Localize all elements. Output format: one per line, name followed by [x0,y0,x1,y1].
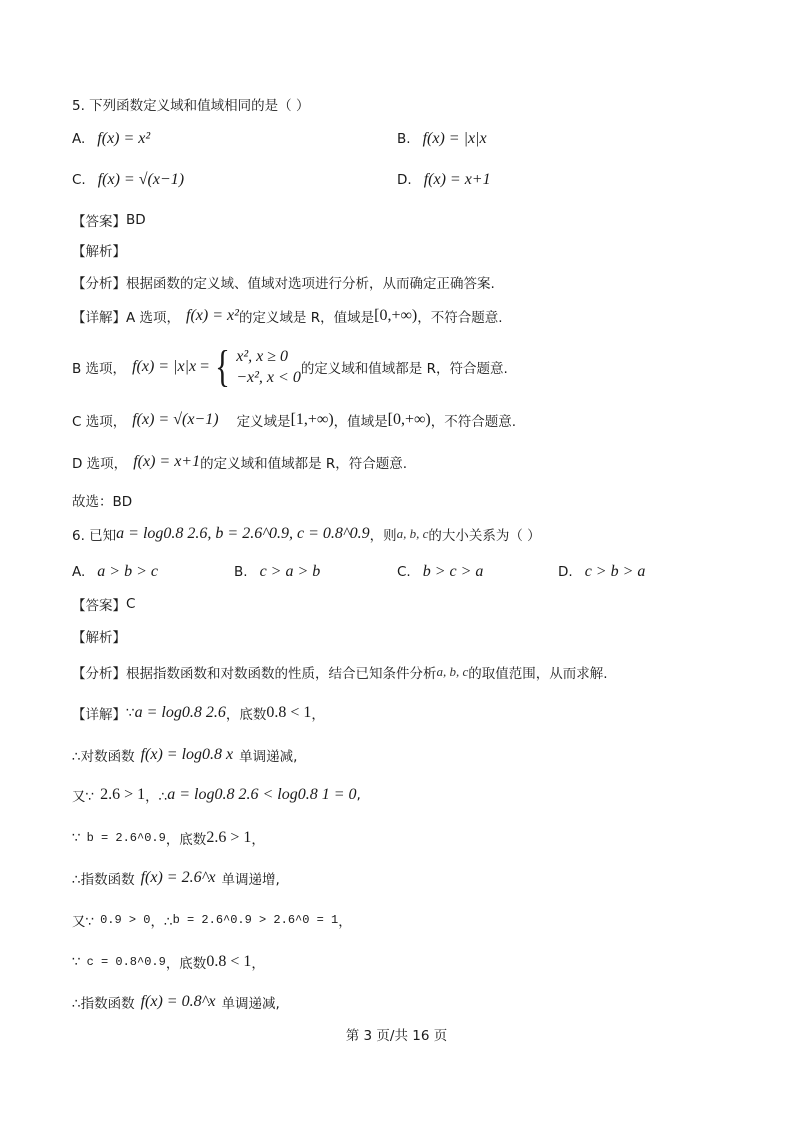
q6-option-a: A. a > b > c [72,563,158,580]
q6-step-2: ∴对数函数 f(x) = log0.8 x 单调递减, [72,746,298,765]
q5-option-a: A. f(x) = x² [72,130,151,147]
q6-answer: 【答案】 C [72,596,136,614]
page-footer: 第 3 页/共 16 页 [345,1028,448,1044]
q6-option-d: D. c > b > a [558,563,646,580]
q6-stem-formula: a = log0.8 2.6, b = 2.6^0.9, c = 0.8^0.9 [116,525,370,542]
q5-option-b-formula: f(x) = |x|x [422,130,487,147]
q5-option-a-formula: f(x) = x² [97,130,151,147]
q5-option-d: D. f(x) = x+1 [397,171,491,188]
q5-option-c-formula: f(x) = √(x−1) [97,171,185,188]
case-2: −x², x < 0 [236,369,301,386]
q6-stem: 6. 已知 a = log0.8 2.6, b = 2.6^0.9, c = 0.8^0.9 ，则 a, b, c 的大小关系为（ ） [72,525,541,544]
q5-detail-b: B 选项， f(x) = |x|x = { x², x ≥ 0 −x², x < 0 的定义域和值域都是 R，符合题意. [72,342,508,391]
q5-detail-c: C 选项， f(x) = √(x−1) 定义域是 [1,+∞) ，值域是 [0,+∞) ，不符合题意. [72,411,517,430]
q6-option-c: C. b > c > a [397,563,484,580]
q6-fenxi: 【分析】 根据指数函数和对数函数的性质，结合已知条件分析 a, b, c 的取值范围，从而求解. [72,664,608,682]
q5-detail-a: 【详解】 A 选项， f(x) = x² 的定义域是 R，值域是 [0,+∞) ，不符合题意. [72,307,503,326]
q5-option-d-formula: f(x) = x+1 [423,171,491,188]
q6-step-7: ∵ c = 0.8^0.9 ，底数 0.8 < 1 ， [72,953,265,972]
left-brace-icon: { [215,342,231,391]
q6-step-5: ∴指数函数 f(x) = 2.6^x 单调递增, [72,869,280,888]
q6-step-4: ∵ b = 2.6^0.9 ，底数 2.6 > 1 ， [72,829,265,848]
q5-fenxi: 【分析】 根据函数的定义域、值域对选项进行分析，从而确定正确答案. [72,276,495,292]
q6-analysis-heading: 【解析】 [72,630,126,646]
q6-step-1: 【详解】 ∵ a = log0.8 2.6 ，底数 0.8 < 1 ， [72,704,325,723]
q5-option-c: C. f(x) = √(x−1) [72,171,185,188]
q6-step-3: 又∵ 2.6 > 1 ，∴ a = log0.8 2.6 < log0.8 1 = 0 , [72,786,361,805]
q6-step-6: 又∵ 0.9 > 0 ，∴ b = 2.6^0.9 > 2.6^0 = 1 ， [72,913,352,930]
q5-detail-d: D 选项， f(x) = x+1 的定义域和值域都是 R，符合题意. [72,453,408,472]
q5-analysis-heading: 【解析】 [72,244,126,260]
case-1: x², x ≥ 0 [236,348,288,365]
q5-option-b: B. f(x) = |x|x [397,130,487,147]
q6-option-b: B. c > a > b [234,563,321,580]
q6-step-8: ∴指数函数 f(x) = 0.8^x 单调递减, [72,993,280,1012]
q5-answer: 【答案】 BD [72,212,146,230]
q5-choice: 故选：BD [72,494,133,510]
q5-stem: 5. 下列函数定义域和值域相同的是（ ） [72,98,310,114]
